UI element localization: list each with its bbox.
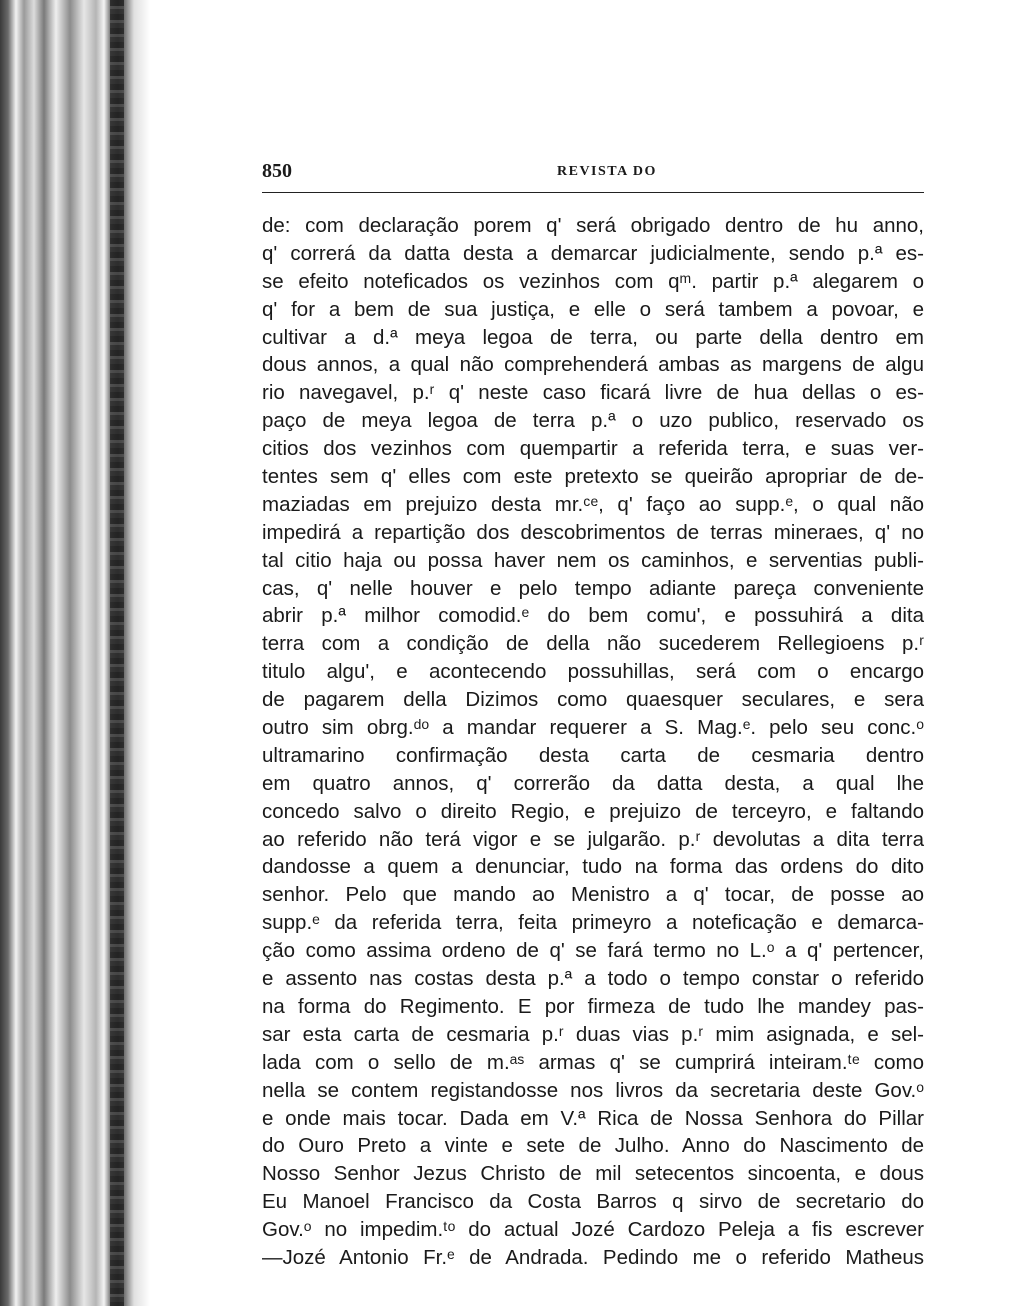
text-line: nella se contem registandosse nos livros da secretaria deste Gov.ᵒ: [262, 1078, 924, 1102]
text-line: lada com o sello de m.ᵃˢ armas q' se cumprirá inteiram.ᵗᵉ como: [262, 1050, 924, 1074]
text-line: q' correrá da datta desta a demarcar judicialmente, sendo p.ª es-: [262, 241, 924, 265]
text-line: se efeito noteficados os vezinhos com qᵐ. partir p.ª alegarem o: [262, 269, 924, 293]
text-line: ultramarino confirmação desta carta de cesmaria dentro: [262, 743, 924, 767]
text-line: rio navegavel, p.ʳ q' neste caso ficará livre de hua dellas o es-: [262, 381, 924, 405]
text-line: e assento nas costas desta p.ª a todo o tempo constar o referido: [262, 967, 924, 991]
text-line: abrir p.ª milhor comodid.ᵉ do bem comu', e possuhirá a dita: [262, 604, 924, 628]
text-line: de pagarem della Dizimos como quaesquer seculares, e sera: [262, 688, 924, 712]
text-line: maziadas em prejuizo desta mr.ᶜᵉ, q' faço ao supp.ᵉ, o qual não: [262, 492, 924, 516]
text-line: do Ouro Preto a vinte e sete de Julho. Anno do Nascimento de: [262, 1134, 924, 1158]
text-line: Nosso Senhor Jezus Christo de mil setecentos sincoenta, e dous: [262, 1162, 924, 1186]
text-line: paço de meya legoa de terra p.ª o uzo publico, reservado os: [262, 409, 924, 433]
page-number: 850: [262, 160, 292, 182]
text-line: cas, q' nelle houver e pelo tempo adiante pareça conveniente: [262, 576, 924, 600]
text-line: de: com declaração porem q' será obrigado dentro de hu anno,: [262, 214, 924, 237]
page-header: [262, 152, 924, 192]
text-line: sar esta carta de cesmaria p.ʳ duas vias p.ʳ mim asignada, e sel-: [262, 1022, 924, 1046]
running-head: REVISTA DO: [557, 164, 657, 179]
text-line: e onde mais tocar. Dada em V.ª Rica de Nossa Senhora do Pillar: [262, 1106, 924, 1130]
text-line: titulo algu', e acontecendo possuhillas, será com o encargo: [262, 660, 924, 684]
text-line: Eu Manoel Francisco da Costa Barros q sirvo de secretario do: [262, 1190, 924, 1214]
text-line: em quatro annos, q' correrão da datta desta, a qual lhe: [262, 771, 924, 795]
header-rule: [262, 192, 924, 193]
text-line: ao referido não terá vigor e se julgarão. p.ʳ devolutas a dita terra: [262, 827, 924, 851]
text-line: dandosse a quem a denunciar, tudo na forma das ordens do dito: [262, 855, 924, 879]
text-line: Gov.ᵒ no impedim.ᵗᵒ do actual Jozé Cardozo Peleja a fis escrever: [262, 1218, 924, 1242]
body-text: [262, 212, 924, 1272]
book-gutter-binding: [0, 0, 150, 1306]
text-line: tal citio haja ou possa haver nem os caminhos, e serventias publi-: [262, 548, 924, 572]
text-line: na forma do Regimento. E por firmeza de tudo lhe mandey pas-: [262, 994, 924, 1018]
text-line: senhor. Pelo que mando ao Menistro a q' tocar, de posse ao: [262, 883, 924, 907]
text-line: cultivar a d.ª meya legoa de terra, ou parte della dentro em: [262, 325, 924, 349]
text-line: tentes sem q' elles com este pretexto se queirão apropriar de de-: [262, 465, 924, 489]
text-line: —Jozé Antonio Fr.ᵉ de Andrada. Pedindo me o referido Matheus: [262, 1245, 924, 1269]
text-line: impedirá a repartição dos descobrimentos de terras mineraes, q' no: [262, 520, 924, 544]
text-line: supp.ᵉ da referida terra, feita primeyro a noteficação e demarca-: [262, 911, 924, 935]
text-line: concedo salvo o direito Regio, e prejuizo de terceyro, e faltando: [262, 799, 924, 823]
text-line: ção como assima ordeno de q' se fará termo no L.ᵒ a q' pertencer,: [262, 939, 924, 963]
text-line: dous annos, a qual não comprehenderá ambas as margens de algu: [262, 353, 924, 377]
text-line: outro sim obrg.ᵈᵒ a mandar requerer a S. Mag.ᵉ. pelo seu conc.ᵒ: [262, 716, 924, 740]
text-line: terra com a condição de della não sucederem Rellegioens p.ʳ: [262, 632, 924, 656]
text-line: citios dos vezinhos com quempartir a referida terra, e suas ver-: [262, 437, 924, 461]
text-line: q' for a bem de sua justiça, e elle o será tambem a povoar, e: [262, 297, 924, 321]
